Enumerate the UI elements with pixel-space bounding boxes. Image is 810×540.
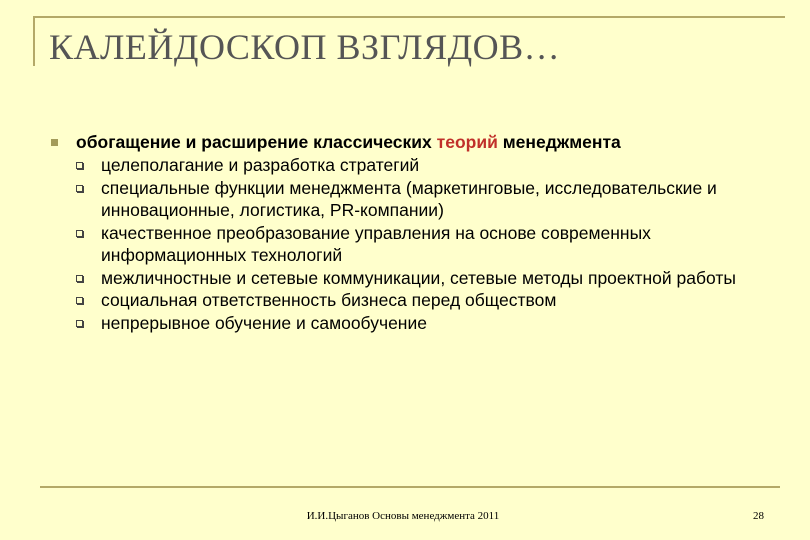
title-frame-top-border <box>33 16 785 18</box>
main-item-highlight: теорий <box>436 132 498 152</box>
sub-bullet-item <box>44 177 784 222</box>
sub-item-text: специальные функции менеджмента (маркетинговые, исследовательские и инновационные, логистика, PR-компании) <box>101 177 717 220</box>
slide-title: КАЛЕЙДОСКОП ВЗГЛЯДОВ… <box>49 27 561 67</box>
sub-bullet-item <box>44 312 784 335</box>
footer-divider <box>40 486 780 488</box>
sub-bullet-list <box>44 154 784 334</box>
hollow-square-bullet-icon <box>76 185 83 192</box>
hollow-square-bullet-icon <box>76 297 83 304</box>
hollow-square-bullet-icon <box>76 275 83 282</box>
main-bullet-item <box>44 130 784 154</box>
hollow-square-bullet-icon <box>76 162 83 169</box>
footer <box>0 510 810 522</box>
sub-item-text: межличностные и сетевые коммуникации, сетевые методы проектной работы <box>101 267 736 288</box>
sub-bullet-item <box>44 222 784 267</box>
sub-item-text: целеполагание и разработка стратегий <box>101 155 420 175</box>
footer-text: И.И.Цыганов Основы менеджмента 2011 <box>306 510 500 522</box>
sub-item-text: социальная ответственность бизнеса перед обществом <box>101 290 557 310</box>
sub-item-text: непрерывное обучение и самообучение <box>101 312 427 333</box>
hollow-square-bullet-icon <box>76 320 83 327</box>
sub-bullet-item <box>44 267 784 290</box>
main-item-text-before: обогащение и расширение классических <box>76 132 437 152</box>
title-frame-left-border <box>33 16 35 66</box>
slide-content <box>44 130 784 334</box>
sub-item-text: качественное преобразование управления на основе современных информационных технологий <box>101 222 651 265</box>
filled-square-bullet-icon <box>51 139 58 146</box>
sub-bullet-item <box>44 154 784 177</box>
page-number: 28 <box>753 510 764 522</box>
hollow-square-bullet-icon <box>76 230 83 237</box>
sub-bullet-item <box>44 289 784 312</box>
main-item-text-after: менеджмента <box>497 132 621 152</box>
